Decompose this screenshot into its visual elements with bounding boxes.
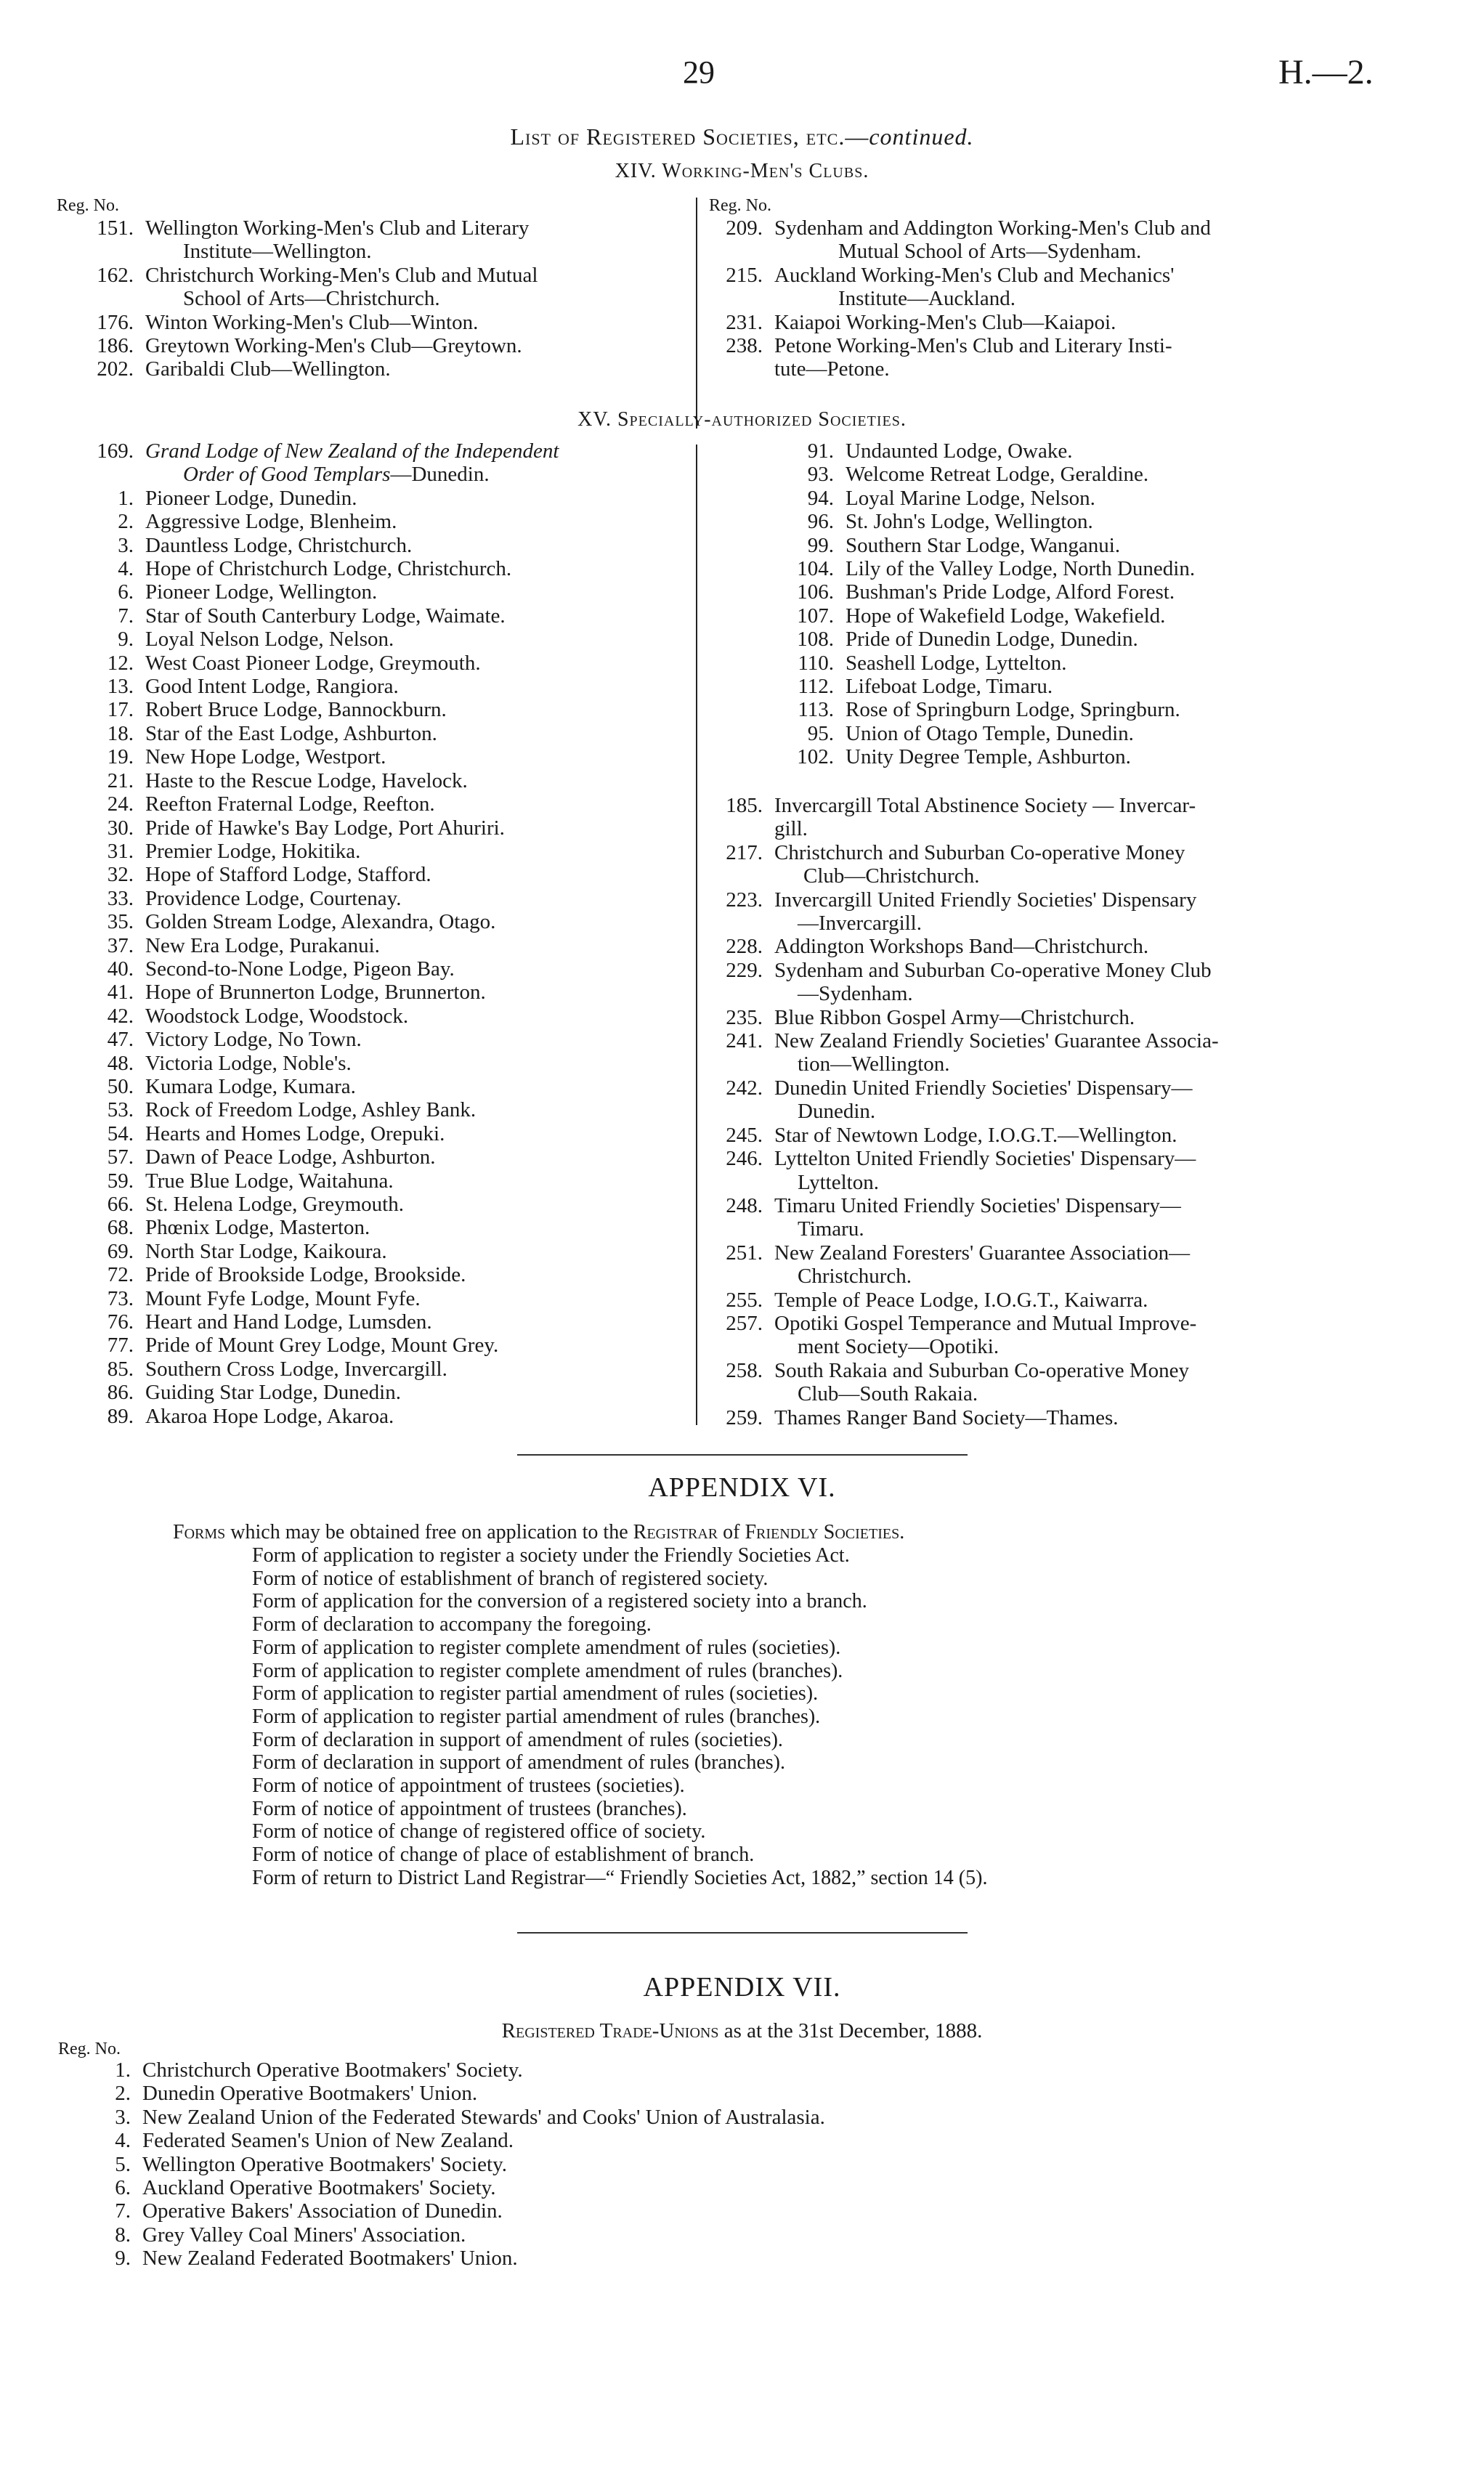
list-item: 3. New Zealand Union of the Federated Stewards' and Cooks' Union of Australasia. <box>115 2105 825 2129</box>
list-item: 217. Christchurch and Suburban Co-operative Money <box>726 840 1185 864</box>
list-item: 2. Aggressive Lodge, Blenheim. <box>118 510 397 534</box>
list-item: 186. Greytown Working-Men's Club—Greytown. <box>97 334 522 358</box>
appendix-vii-subtitle: Registered Trade-Unions as at the 31st December, 1888. <box>501 2019 983 2042</box>
list-item-continuation: Club—South Rakaia. <box>798 1382 978 1406</box>
list-title-main: List of Registered Societies, etc.— <box>510 123 869 150</box>
list-item: 107. Hope of Wakefield Lodge, Wakefield. <box>797 604 1166 628</box>
list-item: 37. New Era Lodge, Purakanui. <box>107 933 380 957</box>
list-item: 13. Good Intent Lodge, Rangiora. <box>107 675 399 699</box>
list-item: 24. Reefton Fraternal Lodge, Reefton. <box>107 792 435 816</box>
form-item: Form of application to register complete amendment of rules (branches). <box>252 1659 843 1682</box>
list-item: 30. Pride of Hawke's Bay Lodge, Port Ahuriri. <box>107 816 505 840</box>
appendix-vii-title: APPENDIX VII. <box>643 1972 841 2003</box>
list-item: 228. Addington Workshops Band—Christchurch. <box>726 935 1149 959</box>
list-item: 41. Hope of Brunnerton Lodge, Brunnerton. <box>107 981 486 1005</box>
list-item-continuation: Christchurch. <box>798 1265 912 1289</box>
list-item: 12. West Coast Pioneer Lodge, Greymouth. <box>107 651 481 675</box>
list-item: 257. Opotiki Gospel Temperance and Mutual Improve- <box>726 1311 1197 1335</box>
list-item: 42. Woodstock Lodge, Woodstock. <box>107 1004 409 1028</box>
list-item: 95. Union of Otago Temple, Dunedin. <box>807 721 1134 745</box>
list-item: 17. Robert Bruce Lodge, Bannockburn. <box>107 698 447 722</box>
list-item: 2. Dunedin Operative Bootmakers' Union. <box>115 2082 478 2106</box>
list-item: 94. Loyal Marine Lodge, Nelson. <box>807 486 1095 510</box>
reg-no-label-right: Reg. No. <box>709 196 771 215</box>
forms-list <box>252 1544 1305 1890</box>
list-item: 57. Dawn of Peace Lodge, Ashburton. <box>107 1145 436 1169</box>
list-item: 231. Kaiapoi Working-Men's Club—Kaiapoi. <box>726 310 1116 334</box>
list-item: 93. Welcome Retreat Lodge, Geraldine. <box>807 463 1149 487</box>
list-item: 108. Pride of Dunedin Lodge, Dunedin. <box>797 628 1138 652</box>
list-item: 77. Pride of Mount Grey Lodge, Mount Grey. <box>107 1334 499 1358</box>
list-item: 21. Haste to the Rescue Lodge, Havelock. <box>107 768 468 792</box>
list-item: 258. South Rakaia and Suburban Co-operative Money <box>726 1358 1190 1382</box>
list-item-continuation: tute—Petone. <box>774 357 890 381</box>
list-item-continuation: Lyttelton. <box>798 1170 879 1194</box>
list-item: 110. Seashell Lodge, Lyttelton. <box>798 651 1067 675</box>
list-item: 8. Grey Valley Coal Miners' Association. <box>115 2223 466 2247</box>
list-item: 241. New Zealand Friendly Societies' Guarantee Associa- <box>726 1029 1219 1053</box>
list-item: 35. Golden Stream Lodge, Alexandra, Otago. <box>107 910 496 934</box>
list-item: 6. Pioneer Lodge, Wellington. <box>118 580 378 604</box>
list-item: 53. Rock of Freedom Lodge, Ashley Bank. <box>107 1098 477 1122</box>
list-item: 40. Second-to-None Lodge, Pigeon Bay. <box>107 957 455 981</box>
page-number: 29 <box>683 54 715 90</box>
list-item-continuation: —Sydenham. <box>798 982 913 1006</box>
list-item: 162. Christchurch Working-Men's Club and Mutual <box>97 263 538 287</box>
list-item: 91. Undaunted Lodge, Owake. <box>807 439 1073 463</box>
list-item: 259. Thames Ranger Band Society—Thames. <box>726 1405 1119 1429</box>
list-item: 223. Invercargill United Friendly Societies' Dispensary <box>726 888 1197 912</box>
list-item: 5. Wellington Operative Bootmakers' Society. <box>115 2152 507 2176</box>
section-xv-heading: XV. Specially-authorized Societies. <box>577 408 907 431</box>
list-item: 106. Bushman's Pride Lodge, Alford Forest. <box>797 580 1175 604</box>
list-item: 50. Kumara Lodge, Kumara. <box>107 1074 356 1098</box>
form-item: Form of application to register a society under the Friendly Societies Act. <box>252 1544 850 1567</box>
list-item: 238. Petone Working-Men's Club and Literary Insti- <box>726 334 1172 358</box>
list-item: 72. Pride of Brookside Lodge, Brookside. <box>107 1263 466 1287</box>
list-item: 19. New Hope Lodge, Westport. <box>107 745 386 769</box>
section-xv-right-societies <box>696 794 1335 1429</box>
grand-lodge-continuation: Order of Good Templars—Dunedin. <box>183 463 490 487</box>
list-item: 245. Star of Newtown Lodge, I.O.G.T.—Wellington. <box>726 1123 1177 1147</box>
list-item: 248. Timaru United Friendly Societies' Dispensary— <box>726 1193 1181 1217</box>
list-item: 73. Mount Fyfe Lodge, Mount Fyfe. <box>107 1286 421 1310</box>
list-item: 3. Dauntless Lodge, Christchurch. <box>118 533 413 557</box>
list-title <box>0 123 1484 150</box>
list-item: 47. Victory Lodge, No Town. <box>107 1028 362 1052</box>
list-item: 18. Star of the East Lodge, Ashburton. <box>107 721 437 745</box>
reg-no-label: Reg. No. <box>58 2040 121 2058</box>
list-item-continuation: ment Society—Opotiki. <box>798 1335 1000 1359</box>
section-xiv-left-list <box>67 216 692 381</box>
list-item-continuation: —Invercargill. <box>798 912 922 936</box>
list-item: 96. St. John's Lodge, Wellington. <box>807 510 1093 534</box>
form-item: Form of declaration in support of amendment of rules (societies). <box>252 1728 783 1751</box>
section-divider <box>517 1454 968 1456</box>
form-item: Form of notice of appointment of trustees (societies). <box>252 1774 685 1798</box>
list-item: 113. Rose of Springburn Lodge, Springburn. <box>798 698 1180 722</box>
list-item: 104. Lily of the Valley Lodge, North Dunedin. <box>797 557 1196 581</box>
list-item: 4. Federated Seamen's Union of New Zealand. <box>115 2129 514 2153</box>
list-item-continuation: Institute—Auckland. <box>838 287 1016 311</box>
list-item: 151. Wellington Working-Men's Club and Literary <box>97 216 530 240</box>
list-item: 9. New Zealand Federated Bootmakers' Union. <box>115 2247 518 2271</box>
appendix-vi-intro: Forms which may be obtained free on application to the Registrar of Friendly Societies. <box>173 1521 905 1543</box>
document-code: H.—2. <box>1278 53 1374 92</box>
list-item-continuation: tion—Wellington. <box>798 1052 950 1076</box>
list-item: 68. Phœnix Lodge, Masterton. <box>107 1216 370 1240</box>
list-item: 112. Lifeboat Lodge, Timaru. <box>798 675 1053 699</box>
list-item: 99. Southern Star Lodge, Wanganui. <box>807 533 1121 557</box>
form-item: Form of return to District Land Registrar—“ Friendly Societies Act, 1882,” section 14 (5). <box>252 1866 988 1889</box>
form-item: Form of application to register partial amendment of rules (branches). <box>252 1705 821 1728</box>
list-item-continuation: Club—Christchurch. <box>803 864 980 888</box>
list-title-continued: continued. <box>869 123 974 150</box>
reg-no-label-left: Reg. No. <box>57 196 119 215</box>
list-item: 86. Guiding Star Lodge, Dunedin. <box>107 1381 401 1405</box>
form-item: Form of application for the conversion of a registered society into a branch. <box>252 1590 867 1613</box>
list-item: 4. Hope of Christchurch Lodge, Christchurch. <box>118 557 512 581</box>
list-item: 48. Victoria Lodge, Noble's. <box>107 1051 352 1075</box>
appendix-vi-title: APPENDIX VI. <box>648 1472 836 1503</box>
list-item-continuation: Timaru. <box>798 1217 864 1241</box>
list-item-continuation: School of Arts—Christchurch. <box>183 287 440 311</box>
list-item: 209. Sydenham and Addington Working-Men's Club and <box>726 216 1211 240</box>
list-item: 251. New Zealand Foresters' Guarantee Association— <box>726 1241 1191 1265</box>
list-item: 202. Garibaldi Club—Wellington. <box>97 357 391 381</box>
list-item: 7. Star of South Canterbury Lodge, Waimate. <box>118 604 506 628</box>
form-item: Form of declaration to accompany the foregoing. <box>252 1613 652 1636</box>
form-item: Form of declaration in support of amendment of rules (branches). <box>252 1751 786 1774</box>
list-item: 235. Blue Ribbon Gospel Army—Christchurch. <box>726 1005 1135 1029</box>
list-item: 176. Winton Working-Men's Club—Winton. <box>97 310 479 334</box>
list-item: 59. True Blue Lodge, Waitahuna. <box>107 1169 394 1193</box>
section-xv-left-list <box>67 439 692 1428</box>
list-item: 255. Temple of Peace Lodge, I.O.G.T., Kaiwarra. <box>726 1288 1148 1312</box>
form-item: Form of application to register partial amendment of rules (societies). <box>252 1682 819 1705</box>
list-item: 229. Sydenham and Suburban Co-operative Money Club <box>726 958 1212 982</box>
form-item: Form of notice of appointment of trustees (branches). <box>252 1797 687 1820</box>
list-item: 31. Premier Lodge, Hokitika. <box>107 839 361 863</box>
list-item: 33. Providence Lodge, Courtenay. <box>107 886 402 910</box>
list-item-continuation: Mutual School of Arts—Sydenham. <box>838 240 1142 264</box>
section-xiv-right-list <box>696 216 1335 381</box>
grand-lodge-item: 169. Grand Lodge of New Zealand of the Independent <box>97 439 559 463</box>
list-item: 9. Loyal Nelson Lodge, Nelson. <box>118 628 394 652</box>
list-item-continuation: Dunedin. <box>798 1100 876 1124</box>
list-item: 102. Unity Degree Temple, Ashburton. <box>797 745 1131 769</box>
section-xv-right-lodges <box>696 439 1335 769</box>
list-item: 69. North Star Lodge, Kaikoura. <box>107 1239 387 1263</box>
form-item: Form of application to register complete amendment of rules (societies). <box>252 1636 841 1659</box>
list-item: 89. Akaroa Hope Lodge, Akaroa. <box>107 1404 394 1428</box>
list-item: 246. Lyttelton United Friendly Societies' Dispensary— <box>726 1147 1196 1171</box>
list-item: 185. Invercargill Total Abstinence Society — Invercar- <box>726 794 1196 817</box>
section-divider <box>517 1932 968 1934</box>
list-item: 32. Hope of Stafford Lodge, Stafford. <box>107 863 431 887</box>
list-item: 54. Hearts and Homes Lodge, Orepuki. <box>107 1121 445 1145</box>
list-item: 215. Auckland Working-Men's Club and Mechanics' <box>726 263 1175 287</box>
form-item: Form of notice of establishment of branch of registered society. <box>252 1567 769 1590</box>
list-item: 7. Operative Bakers' Association of Dunedin. <box>115 2199 503 2223</box>
list-item: 76. Heart and Hand Lodge, Lumsden. <box>107 1310 432 1334</box>
list-item: 6. Auckland Operative Bootmakers' Society. <box>115 2176 496 2200</box>
list-item: 1. Pioneer Lodge, Dunedin. <box>118 486 357 510</box>
list-item-continuation: gill. <box>774 817 808 841</box>
list-item-continuation: Institute—Wellington. <box>183 240 372 264</box>
form-item: Form of notice of change of place of establishment of branch. <box>252 1843 755 1867</box>
list-item: 1. Christchurch Operative Bootmakers' Society. <box>115 2058 523 2082</box>
trade-unions-list <box>65 2058 1300 2271</box>
section-xiv-heading: XIV. Working-Men's Clubs. <box>615 160 869 182</box>
list-item: 85. Southern Cross Lodge, Invercargill. <box>107 1357 447 1381</box>
form-item: Form of notice of change of registered office of society. <box>252 1820 706 1843</box>
list-item: 242. Dunedin United Friendly Societies' Dispensary— <box>726 1076 1193 1100</box>
list-item: 66. St. Helena Lodge, Greymouth. <box>107 1193 404 1216</box>
